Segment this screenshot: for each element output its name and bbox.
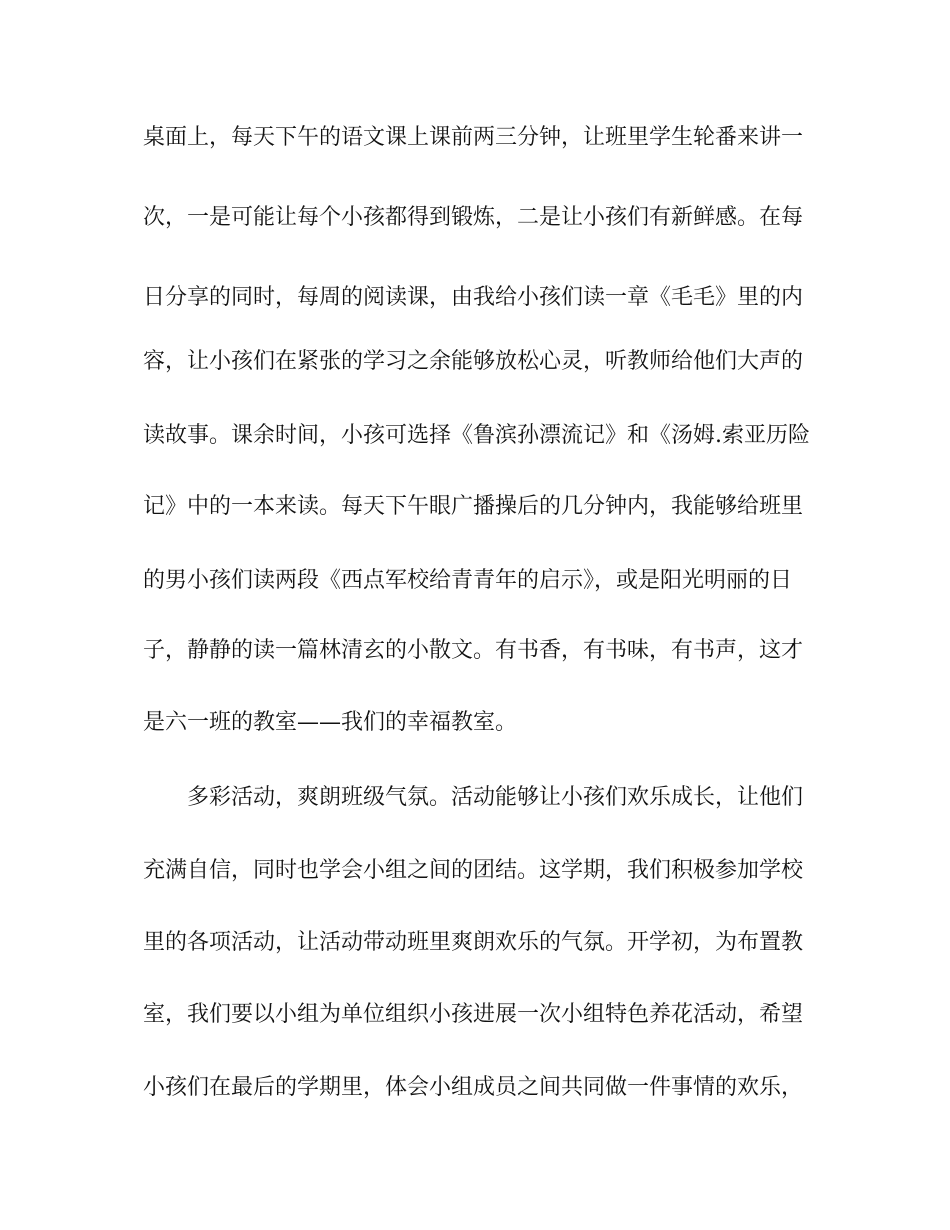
text-line: 的男小孩们读两段《西点军校给青青年的启示》，或是阳光明丽的日: [143, 568, 793, 593]
text-line: 次，一是可能让每个小孩都得到锻炼，二是让小孩们有新鲜感。在每: [143, 205, 804, 230]
text-line: 是六一班的教室——我们的幸福教室。: [143, 710, 518, 735]
text-line: 记》中的一本来读。每天下午眼广播操后的几分钟内，我能够给班里: [143, 494, 804, 519]
text-line: 里的各项活动，让活动带动班里爽朗欢乐的气氛。开学初，为布置教: [143, 930, 804, 955]
paragraph-first-line: 多彩活动，爽朗班级气氛。活动能够让小孩们欢乐成长，让他们: [187, 785, 804, 810]
text-line: 充满自信，同时也学会小组之间的团结。这学期，我们积极参加学校: [143, 858, 804, 883]
text-line: 读故事。课余时间，小孩可选择《鲁滨孙漂流记》和《汤姆.索亚历险: [143, 423, 810, 448]
text-line: 室，我们要以小组为单位组织小孩进展一次小组特色养花活动，希望: [143, 1002, 804, 1027]
text-line: 小孩们在最后的学期里，体会小组成员之间共同做一件事情的欢乐，: [143, 1075, 804, 1100]
text-line: 子，静静的读一篇林清玄的小散文。有书香，有书味，有书声，这才: [143, 638, 804, 663]
text-line: 容，让小孩们在紧张的学习之余能够放松心灵，听教师给他们大声的: [143, 349, 804, 374]
text-line: 日分享的同时，每周的阅读课，由我给小孩们读一章《毛毛》里的内: [143, 285, 804, 310]
text-line: 桌面上，每天下午的语文课上课前两三分钟，让班里学生轮番来讲一: [143, 125, 804, 150]
